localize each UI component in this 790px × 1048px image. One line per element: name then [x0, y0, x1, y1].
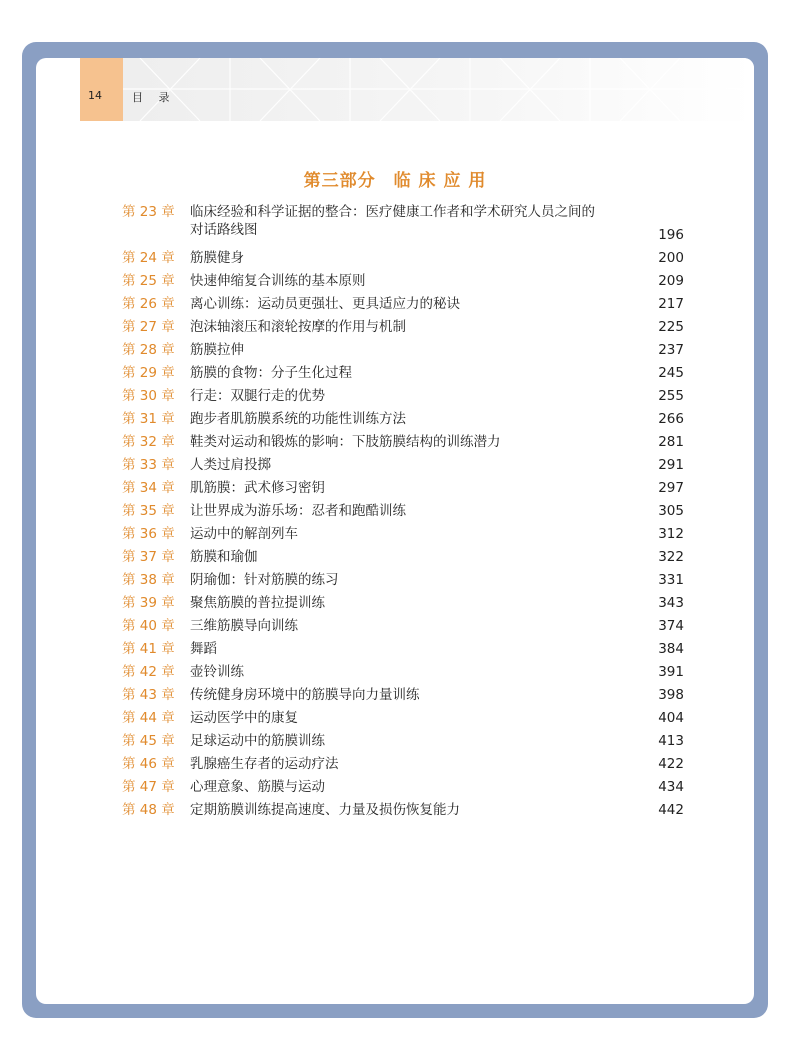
- page-number: 14: [88, 89, 102, 102]
- chapter-page: 422: [658, 756, 684, 772]
- chapter-number: 第 45 章: [122, 733, 175, 749]
- chapter-number: 第 33 章: [122, 457, 175, 473]
- chapter-title: [190, 203, 624, 239]
- toc-row: [122, 387, 684, 410]
- chapter-number: 第 24 章: [122, 250, 175, 266]
- chapter-number: 第 36 章: [122, 526, 175, 542]
- chapter-title: 行走：双腿行走的优势: [190, 388, 325, 404]
- chapter-title: 运动医学中的康复: [190, 710, 298, 726]
- page-sheet: [36, 58, 754, 1004]
- chapter-number: 第 25 章: [122, 273, 175, 289]
- toc-row: [122, 502, 684, 525]
- chapter-title: 定期筋膜训练提高速度、力量及损伤恢复能力: [190, 802, 460, 818]
- chapter-page: 413: [658, 733, 684, 749]
- chapter-number: 第 41 章: [122, 641, 175, 657]
- chapter-page: 209: [658, 273, 684, 289]
- chapter-title: 筋膜和瑜伽: [190, 549, 258, 565]
- toc-row: [122, 571, 684, 594]
- running-head: 目 录: [132, 91, 176, 104]
- chapter-title-line2: 对话路线图: [190, 222, 258, 238]
- chapter-title: 聚焦筋膜的普拉提训练: [190, 595, 325, 611]
- chapter-number: 第 27 章: [122, 319, 175, 335]
- chapter-number: 第 44 章: [122, 710, 175, 726]
- chapter-number: 第 39 章: [122, 595, 175, 611]
- chapter-number: 第 40 章: [122, 618, 175, 634]
- chapter-title: 乳腺癌生存者的运动疗法: [190, 756, 339, 772]
- chapter-title: 舞蹈: [190, 641, 217, 657]
- chapter-number: 第 35 章: [122, 503, 175, 519]
- header-band: [80, 58, 754, 121]
- toc-row: [122, 594, 684, 617]
- toc-row: [122, 548, 684, 571]
- toc-row: [122, 272, 684, 295]
- chapter-page: 312: [658, 526, 684, 542]
- chapter-page: 374: [658, 618, 684, 634]
- toc-row: [122, 364, 684, 387]
- chapter-page: 331: [658, 572, 684, 588]
- chapter-number: 第 29 章: [122, 365, 175, 381]
- chapter-number: 第 30 章: [122, 388, 175, 404]
- chapter-title: 足球运动中的筋膜训练: [190, 733, 325, 749]
- chapter-page: 404: [658, 710, 684, 726]
- chapter-number: 第 37 章: [122, 549, 175, 565]
- chapter-title: 让世界成为游乐场：忍者和跑酷训练: [190, 503, 406, 519]
- chapter-number: 第 31 章: [122, 411, 175, 427]
- chapter-page: 398: [658, 687, 684, 703]
- header-pattern: [80, 58, 754, 121]
- chapter-title: 人类过肩投掷: [190, 457, 271, 473]
- chapter-number: 第 46 章: [122, 756, 175, 772]
- chapter-title: 泡沫轴滚压和滚轮按摩的作用与机制: [190, 319, 406, 335]
- part-title: 第三部分 临 床 应 用: [303, 171, 487, 191]
- chapter-page: 391: [658, 664, 684, 680]
- chapter-page: 305: [658, 503, 684, 519]
- chapter-number: 第 47 章: [122, 779, 175, 795]
- toc-row: [122, 801, 684, 824]
- chapter-page: 245: [658, 365, 684, 381]
- toc-row: [122, 341, 684, 364]
- chapter-number: 第 42 章: [122, 664, 175, 680]
- toc-row: [122, 732, 684, 755]
- chapter-number: 第 48 章: [122, 802, 175, 818]
- chapter-title: 肌筋膜：武术修习密钥: [190, 480, 325, 496]
- chapter-title: 运动中的解剖列车: [190, 526, 298, 542]
- toc-row: [122, 433, 684, 456]
- chapter-title: 三维筋膜导向训练: [190, 618, 298, 634]
- toc-row: [122, 617, 684, 640]
- chapter-page: 442: [658, 802, 684, 818]
- chapter-title: 筋膜健身: [190, 250, 244, 266]
- chapter-number: 第 38 章: [122, 572, 175, 588]
- toc-row: [122, 249, 684, 272]
- chapter-number: 第 23 章: [122, 204, 175, 220]
- chapter-page: 434: [658, 779, 684, 795]
- toc-row: [122, 479, 684, 502]
- toc-row: [122, 686, 684, 709]
- toc-row: [122, 410, 684, 433]
- chapter-title: 筋膜的食物：分子生化过程: [190, 365, 352, 381]
- toc-row: [122, 755, 684, 778]
- chapter-page: 217: [658, 296, 684, 312]
- chapter-number: 第 26 章: [122, 296, 175, 312]
- toc-row: [122, 663, 684, 686]
- chapter-number: 第 43 章: [122, 687, 175, 703]
- chapter-page: 237: [658, 342, 684, 358]
- chapter-title: 快速伸缩复合训练的基本原则: [190, 273, 366, 289]
- chapter-title: 阴瑜伽：针对筋膜的练习: [190, 572, 339, 588]
- toc-row: [122, 318, 684, 341]
- chapter-title: 跑步者肌筋膜系统的功能性训练方法: [190, 411, 406, 427]
- toc-row: [122, 778, 684, 801]
- chapter-page: 322: [658, 549, 684, 565]
- chapter-title: 离心训练：运动员更强壮、更具适应力的秘诀: [190, 296, 460, 312]
- chapter-number: 第 32 章: [122, 434, 175, 450]
- chapter-page: 196: [658, 227, 684, 243]
- chapter-number: 第 34 章: [122, 480, 175, 496]
- chapter-title-line1: 临床经验和科学证据的整合：医疗健康工作者和学术研究人员之间的: [190, 204, 595, 220]
- chapter-page: 343: [658, 595, 684, 611]
- chapter-title: 壶铃训练: [190, 664, 244, 680]
- chapter-page: 281: [658, 434, 684, 450]
- toc-list: [122, 203, 684, 824]
- toc-row: [122, 203, 684, 249]
- toc-row: [122, 709, 684, 732]
- chapter-page: 200: [658, 250, 684, 266]
- chapter-page: 255: [658, 388, 684, 404]
- chapter-page: 297: [658, 480, 684, 496]
- chapter-number: 第 28 章: [122, 342, 175, 358]
- chapter-page: 384: [658, 641, 684, 657]
- chapter-page: 291: [658, 457, 684, 473]
- chapter-title: 筋膜拉伸: [190, 342, 244, 358]
- chapter-page: 225: [658, 319, 684, 335]
- chapter-title: 传统健身房环境中的筋膜导向力量训练: [190, 687, 420, 703]
- chapter-title: 心理意象、筋膜与运动: [190, 779, 325, 795]
- toc-row: [122, 640, 684, 663]
- chapter-title: 鞋类对运动和锻炼的影响：下肢筋膜结构的训练潜力: [190, 434, 501, 450]
- toc-row: [122, 295, 684, 318]
- toc-row: [122, 456, 684, 479]
- toc-row: [122, 525, 684, 548]
- chapter-page: 266: [658, 411, 684, 427]
